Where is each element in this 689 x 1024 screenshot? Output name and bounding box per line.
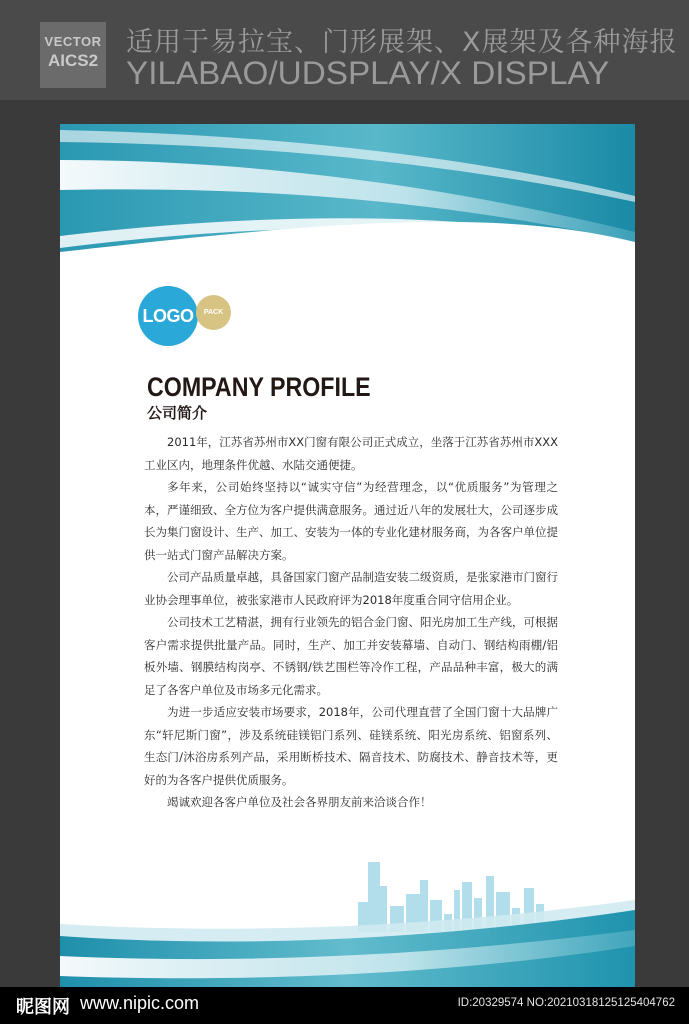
profile-body <box>144 431 558 814</box>
paragraph-5: 为进一步适应安装市场要求，2018年，公司代理直营了全国门窗十大品牌广东“轩尼斯门窗”，涉及系统硅镁铝门系列、硅镁系统、阳光房系统、铝窗系列、生态门/沐浴房系列产品，采用断桥技术、隔音技术、防腐技术、静音技术等，更好的为各客户提供优质服务。 <box>144 705 558 787</box>
vector-aics2-badge <box>40 22 106 88</box>
site-logo: 昵图网 <box>16 997 70 1018</box>
watermark-footer <box>0 987 689 1024</box>
image-id: ID:20329574 NO:20210318125125404762 <box>457 997 675 1009</box>
poster-canvas <box>60 124 635 987</box>
badge-line-1: VECTOR <box>44 34 102 49</box>
banner-title-en: YILABAO/UDSPLAY/X DISPLAY <box>126 55 610 91</box>
badge-line-2: AICS2 <box>47 50 99 70</box>
banner-title-cn: 适用于易拉宝、门形展架、X展架及各种海报 <box>126 27 678 58</box>
pack-circle: PACK <box>196 295 231 330</box>
company-logo <box>138 286 264 352</box>
paragraph-3: 公司产品质量卓越，具备国家门窗产品制造安装二级资质，是张家港市门窗行业协会理事单位，被张家港市人民政府评为2018年度重合同守信用企业。 <box>144 570 558 607</box>
logo-circle: LOGO <box>138 286 198 346</box>
paragraph-4: 公司技术工艺精湛，拥有行业领先的铝合金门窗、阳光房加工生产线，可根据客户需求提供批量产品。同时，生产、加工并安装幕墙、自动门、钢结构雨棚/铝板外墙、钢膜结构岗亭、不锈钢/铁艺围栏等冷作工程，产品品种丰富，极大的满足了各客户单位及市场多元化需求。 <box>144 615 558 697</box>
paragraph-6: 竭诚欢迎各客户单位及社会各界朋友前来洽谈合作！ <box>167 795 432 809</box>
top-banner <box>0 0 689 100</box>
paragraph-2: 多年来，公司始终坚持以“诚实守信”为经营理念，以“优质服务”为管理之本，严谨细致、全方位为客户提供满意服务。通过近八年的发展壮大，公司逐步成长为集门窗设计、生产、加工、安装为一体的专业化建材服务商，为各客户单位提供一站式门窗产品解决方案。 <box>144 480 558 562</box>
paragraph-1: 2011年，江苏省苏州市XX门窗有限公司正式成立，坐落于江苏省苏州市XXX工业区内，地理条件优越、水陆交通便捷。 <box>144 435 558 472</box>
profile-subtitle: 公司简介 <box>147 404 208 422</box>
profile-title: COMPANY PROFILE <box>147 372 371 402</box>
site-url[interactable]: www.nipic.com <box>80 993 200 1013</box>
